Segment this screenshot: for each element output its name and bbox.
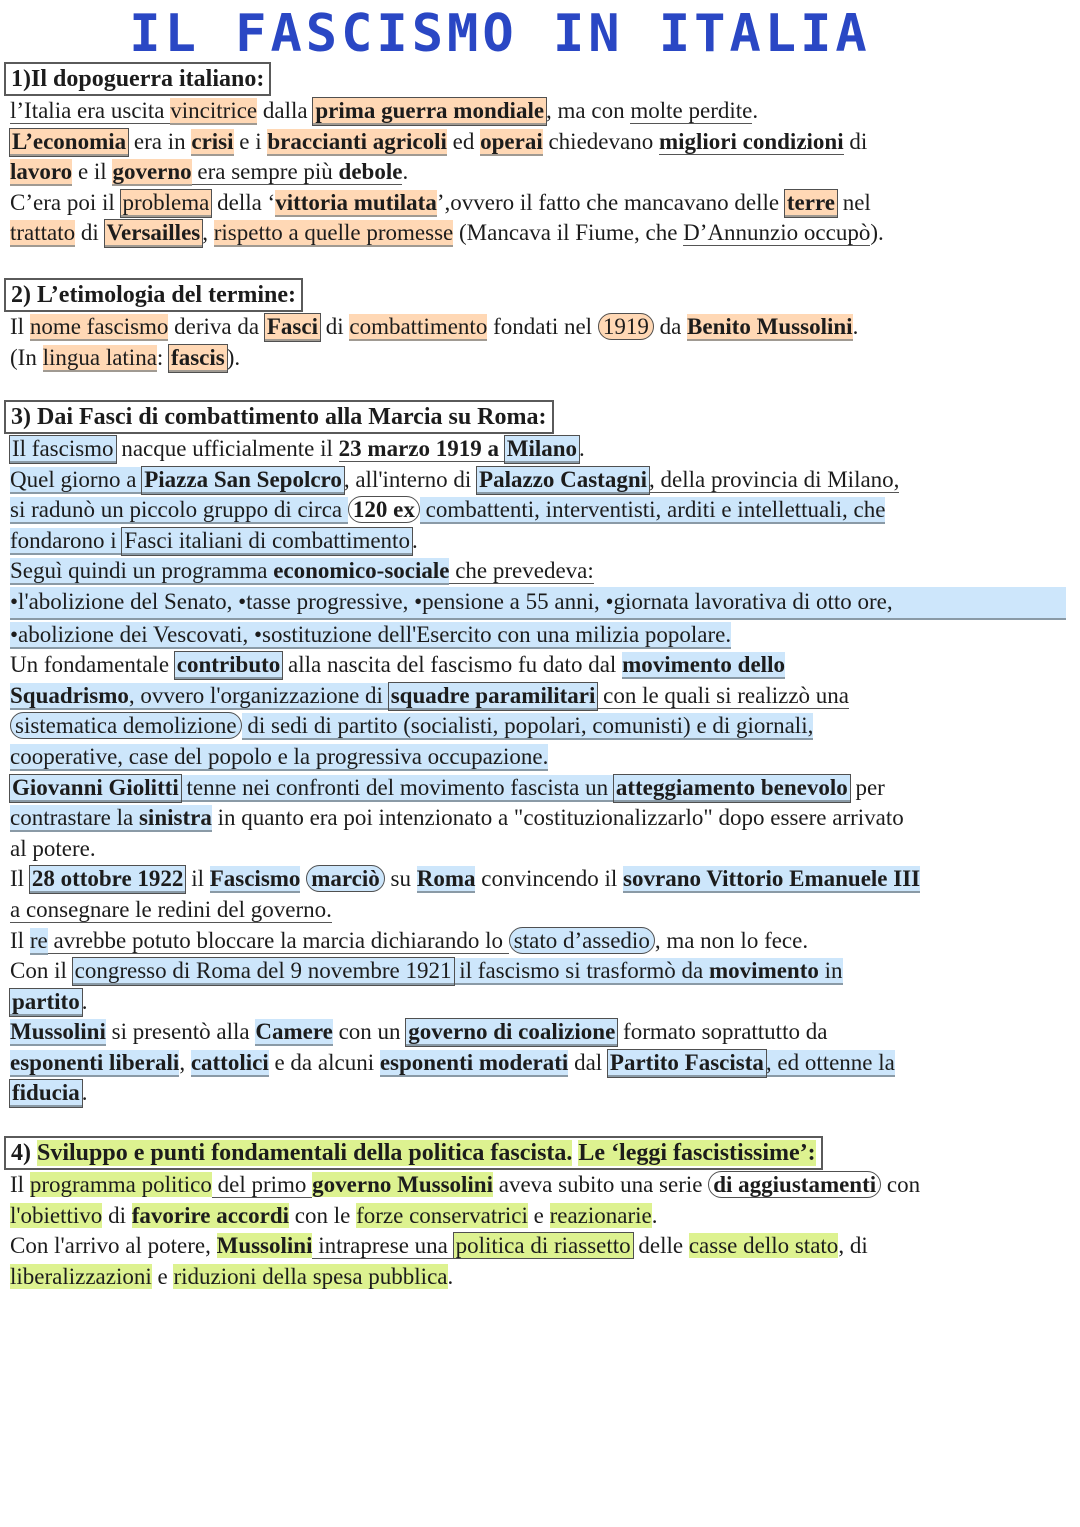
text-span: . (447, 1263, 454, 1289)
highlight: esponenti moderati (379, 1049, 569, 1075)
boxed-term: 28 ottobre 1922 (31, 866, 184, 892)
text-span: , ma non lo fece. (654, 927, 809, 953)
section-heading: 3) Dai Fasci di combattimento alla Marcia su Roma: (4, 400, 554, 434)
text-span: con (881, 1172, 921, 1197)
highlight: si radunò un piccolo gruppo di circa (10, 497, 348, 523)
text-span: di (102, 1202, 132, 1228)
boxed-term: prima guerra mondiale (315, 98, 545, 123)
text-line (10, 96, 1066, 127)
boxed-term: squadre paramilitari (390, 682, 596, 708)
section-marcia-su-roma (10, 400, 1066, 1109)
highlight: Quel giorno a (10, 466, 143, 492)
text-span: nacque ufficialmente il (115, 436, 339, 461)
text-span: il (185, 866, 210, 892)
highlight: Seguì quindi un (10, 558, 162, 584)
text-span: del primo (211, 1172, 313, 1197)
underlined-term: molte perdite (630, 98, 753, 123)
boxed-term: Milano (506, 436, 578, 461)
text-line (10, 465, 1066, 496)
boxed-term: fascis (171, 344, 225, 370)
text-span: . (411, 527, 418, 553)
boxed-term: Fasci italiani di combattimento (124, 527, 410, 553)
text-span: deriva da (168, 314, 265, 339)
text-span: . (752, 98, 759, 123)
text-line (10, 926, 1066, 957)
text-span: Il (10, 1172, 30, 1197)
circled-date: 1919 (598, 313, 654, 340)
highlight: •abolizione dei Vescovati, •sostituzione dell'Esercito con una milizia popolare. (10, 621, 732, 647)
highlight: rispetto a quelle promesse (213, 220, 454, 246)
text-span: ed (446, 128, 481, 154)
highlight: trattato (10, 220, 76, 246)
text-span: ’,ovvero il fatto che mancavano delle (436, 189, 785, 215)
text-line (10, 157, 1066, 188)
text-span: alla nascita del fascismo fu dato dal (282, 652, 623, 678)
underlined-term: migliori condizioni (658, 128, 844, 154)
text-span: che prevedeva: (449, 558, 594, 584)
boxed-term: congresso di Roma del 9 novembre 1921 (74, 958, 452, 984)
text-line (10, 650, 1066, 681)
text-span: (Mancava il Fiume, che (453, 220, 684, 246)
boxed-term: Fasci (266, 314, 318, 339)
text-span: Il (10, 866, 30, 892)
highlight: esponenti liberali (10, 1049, 180, 1075)
highlight: , ed ottenne la (765, 1049, 895, 1075)
highlight: Mussolini (216, 1233, 313, 1259)
text-line (10, 1201, 1066, 1232)
section-dopoguerra (10, 62, 1066, 249)
text-span: l’Italia era uscita (10, 98, 171, 123)
page-title: IL FASCISMO IN ITALIA (129, 4, 871, 64)
text-line (10, 556, 1066, 587)
text-span: da (653, 314, 688, 339)
highlight: tenne nei confronti del movimento fascista un (180, 774, 614, 800)
section-heading (4, 1136, 823, 1170)
highlight: governo Mussolini (312, 1172, 493, 1197)
text-span: Un fondamentale (10, 652, 175, 678)
highlight: re (29, 927, 48, 953)
highlight: liberalizzazioni (10, 1263, 152, 1289)
text-line: •l'abolizione del Senato, •tasse progressive, •pensione a 55 anni, •giornata lavorativa di otto ore, (10, 587, 1066, 620)
highlight: governo (112, 159, 192, 185)
text-span: di (319, 314, 350, 339)
text-span: fondati nel (487, 314, 598, 339)
circled-term: 120 ex (348, 496, 420, 523)
text-line (10, 803, 1066, 834)
highlight: il fascismo si trasformò da (453, 958, 710, 984)
text-span: era in (128, 128, 192, 154)
text-span: : (156, 344, 170, 370)
text-span: si presentò alla (105, 1019, 256, 1045)
highlight: vincitrice (170, 98, 258, 123)
highlight: l'obiettivo (10, 1202, 103, 1228)
boxed-term: Versailles (106, 220, 201, 246)
text-span: in quanto era poi intenzionato a "costituzionalizzarlo" dopo essere arrivato (211, 805, 904, 831)
highlight: Benito Mussolini (687, 314, 853, 339)
highlight: favorire accordi (131, 1202, 290, 1228)
highlight: sovrano Vittorio Emanuele III (623, 866, 921, 892)
text-line (10, 218, 1066, 249)
boxed-term: fiducia (12, 1080, 80, 1106)
heading-highlight: Sviluppo e punti fondamentali della politica fascista. (37, 1140, 573, 1166)
highlight: movimento (709, 958, 819, 984)
highlight: casse dello stato (688, 1233, 839, 1259)
text-span: era sempre più (191, 159, 339, 185)
text-span: dalla (257, 98, 314, 123)
text-span: intraprese una (312, 1233, 454, 1259)
boxed-term: Giovanni Giolitti (12, 774, 179, 800)
highlight: reazionarie (549, 1202, 652, 1228)
text-span: con le quali si realizzò una (597, 682, 849, 708)
highlight: economico-sociale (273, 558, 450, 584)
text-span: e (527, 1202, 550, 1228)
highlight: di sedi di partito (socialisti, popolari, comunisti) e di giornali, (241, 713, 814, 739)
underlined-term: debole (338, 159, 403, 185)
highlight: fondarono i (10, 527, 123, 553)
text-span: ). (870, 220, 884, 246)
text-span: dal (568, 1049, 608, 1075)
text-line (10, 1170, 1066, 1201)
boxed-term: terre (786, 189, 835, 215)
text-line (10, 343, 1066, 374)
section-etimologia (10, 278, 1066, 373)
boxed-term: Il fascismo (12, 436, 114, 461)
circled-term: sistematica demolizione (10, 712, 242, 739)
highlight: Squadrismo (10, 682, 129, 708)
highlight: Camere (255, 1019, 333, 1045)
text-line: al potere. (10, 835, 96, 861)
text-line (10, 312, 1066, 343)
text-span: della ‘ (211, 189, 276, 215)
boxed-term: politica di riassetto (455, 1233, 631, 1259)
text-span: per (849, 774, 885, 800)
circled-term: stato d’assedio (509, 927, 655, 954)
highlight: contrastare la (10, 805, 139, 831)
text-span: , della provincia di Milano, (649, 466, 900, 492)
highlight: movimento dello (622, 652, 785, 678)
text-span: (In (10, 344, 43, 370)
highlight: Roma (416, 866, 476, 892)
highlight: cattolici (190, 1049, 269, 1075)
text-span: . (402, 159, 409, 185)
section-heading: 1)Il dopoguerra italiano: (4, 62, 271, 96)
highlight: programma (161, 558, 274, 584)
text-span: . (81, 988, 88, 1014)
boxed-term: partito (12, 988, 80, 1014)
highlight: forze conservatrici (356, 1202, 528, 1228)
highlight: cooperative, case del popolo e la progressiva occupazione. (10, 743, 549, 769)
highlight: crisi (191, 128, 234, 154)
text-line (10, 526, 1066, 557)
highlight: riduzioni della spesa pubblica (173, 1263, 448, 1289)
text-span: . (651, 1202, 658, 1228)
text-span: e il (72, 159, 113, 185)
text-line (10, 895, 1066, 926)
text-line (10, 742, 1066, 773)
text-span: , di (838, 1233, 868, 1259)
highlight: programma politico (29, 1172, 212, 1197)
text-line (10, 620, 1066, 651)
text-span: e (151, 1263, 174, 1289)
highlight: operai (480, 128, 543, 154)
section-heading: 2) L’etimologia del termine: (4, 278, 303, 312)
text-span: . (81, 1080, 88, 1106)
highlight: sinistra (138, 805, 212, 831)
boxed-term: problema (122, 189, 210, 215)
boxed-term: governo di coalizione (408, 1019, 616, 1045)
text-line (10, 1078, 1066, 1109)
highlight: vittoria mutilata (275, 189, 437, 215)
underlined-term: D’Annunzio occupò (683, 220, 871, 246)
text-span: Il (10, 314, 30, 339)
text-span: con un (332, 1019, 407, 1045)
text-line (10, 956, 1066, 987)
text-line (10, 1017, 1066, 1048)
text-span: C’era poi il (10, 189, 121, 215)
highlight: nome fascismo (29, 314, 169, 339)
text-span: di (843, 128, 868, 154)
highlight: combattimento (349, 314, 488, 339)
boxed-term: Palazzo Castagni (479, 466, 648, 492)
highlight: braccianti agricoli (267, 128, 447, 154)
text-line (10, 188, 1066, 219)
boxed-term: L’economia (12, 128, 127, 154)
boxed-term: Partito Fascista (609, 1049, 764, 1075)
highlight: in (818, 958, 843, 984)
boxed-term: contributo (176, 652, 281, 678)
text-span: , (179, 1049, 191, 1075)
text-span: , ma con (546, 98, 631, 123)
text-span: formato soprattutto da (617, 1019, 828, 1045)
text-span: nel (836, 189, 871, 215)
text-span: e i (233, 128, 268, 154)
text-line (10, 711, 1066, 742)
text-span: Con il (10, 958, 73, 984)
boxed-term: atteggiamento benevolo (615, 774, 848, 800)
text-span: Con l'arrivo al potere, (10, 1233, 217, 1259)
highlight: combattenti, interventisti, arditi e intellettuali, che (419, 497, 886, 523)
text-line (10, 434, 1066, 465)
text-line (10, 1048, 1066, 1079)
text-line (10, 773, 1066, 804)
highlight: , ovvero l'organizzazione di (128, 682, 389, 708)
text-span: delle (632, 1233, 689, 1259)
text-span: di (75, 220, 105, 246)
circled-term: marciò (306, 865, 385, 892)
text-span: . (579, 436, 585, 461)
text-line (10, 127, 1066, 158)
section-politica-fascista (10, 1136, 1066, 1292)
highlight: Fascismo (209, 866, 301, 892)
text-span: aveva subito una serie (492, 1172, 709, 1197)
boxed-term: Piazza San Sepolcro (144, 466, 342, 492)
text-line (10, 987, 1066, 1018)
heading-highlight: Le ‘leggi fascistissime’: (578, 1140, 816, 1166)
text-span: chiedevano (542, 128, 659, 154)
text-span: e da alcuni (268, 1049, 380, 1075)
heading-number: 4) (11, 1140, 37, 1166)
text-line (10, 864, 1066, 895)
highlight: Mussolini (10, 1019, 106, 1045)
text-span: Il (10, 927, 30, 953)
text-span: , all'interno di (343, 466, 478, 492)
text-span: , (202, 220, 214, 246)
text-span: convincendo il (475, 866, 624, 892)
text-span: su (384, 866, 417, 892)
circled-term: di aggiustamenti (708, 1171, 881, 1198)
underlined-term: 23 marzo 1919 a (338, 436, 505, 461)
text-span: con le (289, 1202, 357, 1228)
text-span: . (852, 314, 859, 339)
text-span: ). (226, 344, 241, 370)
text-line (10, 495, 1066, 526)
text-span: a consegnare le redini del governo. (10, 896, 332, 922)
text-span: avrebbe potuto bloccare la marcia dichiarando lo (47, 927, 509, 953)
text-line (10, 1262, 1066, 1293)
highlight: lavoro (10, 159, 73, 185)
text-line (10, 1231, 1066, 1262)
text-line (10, 681, 1066, 712)
highlight: lingua latina (42, 344, 157, 370)
